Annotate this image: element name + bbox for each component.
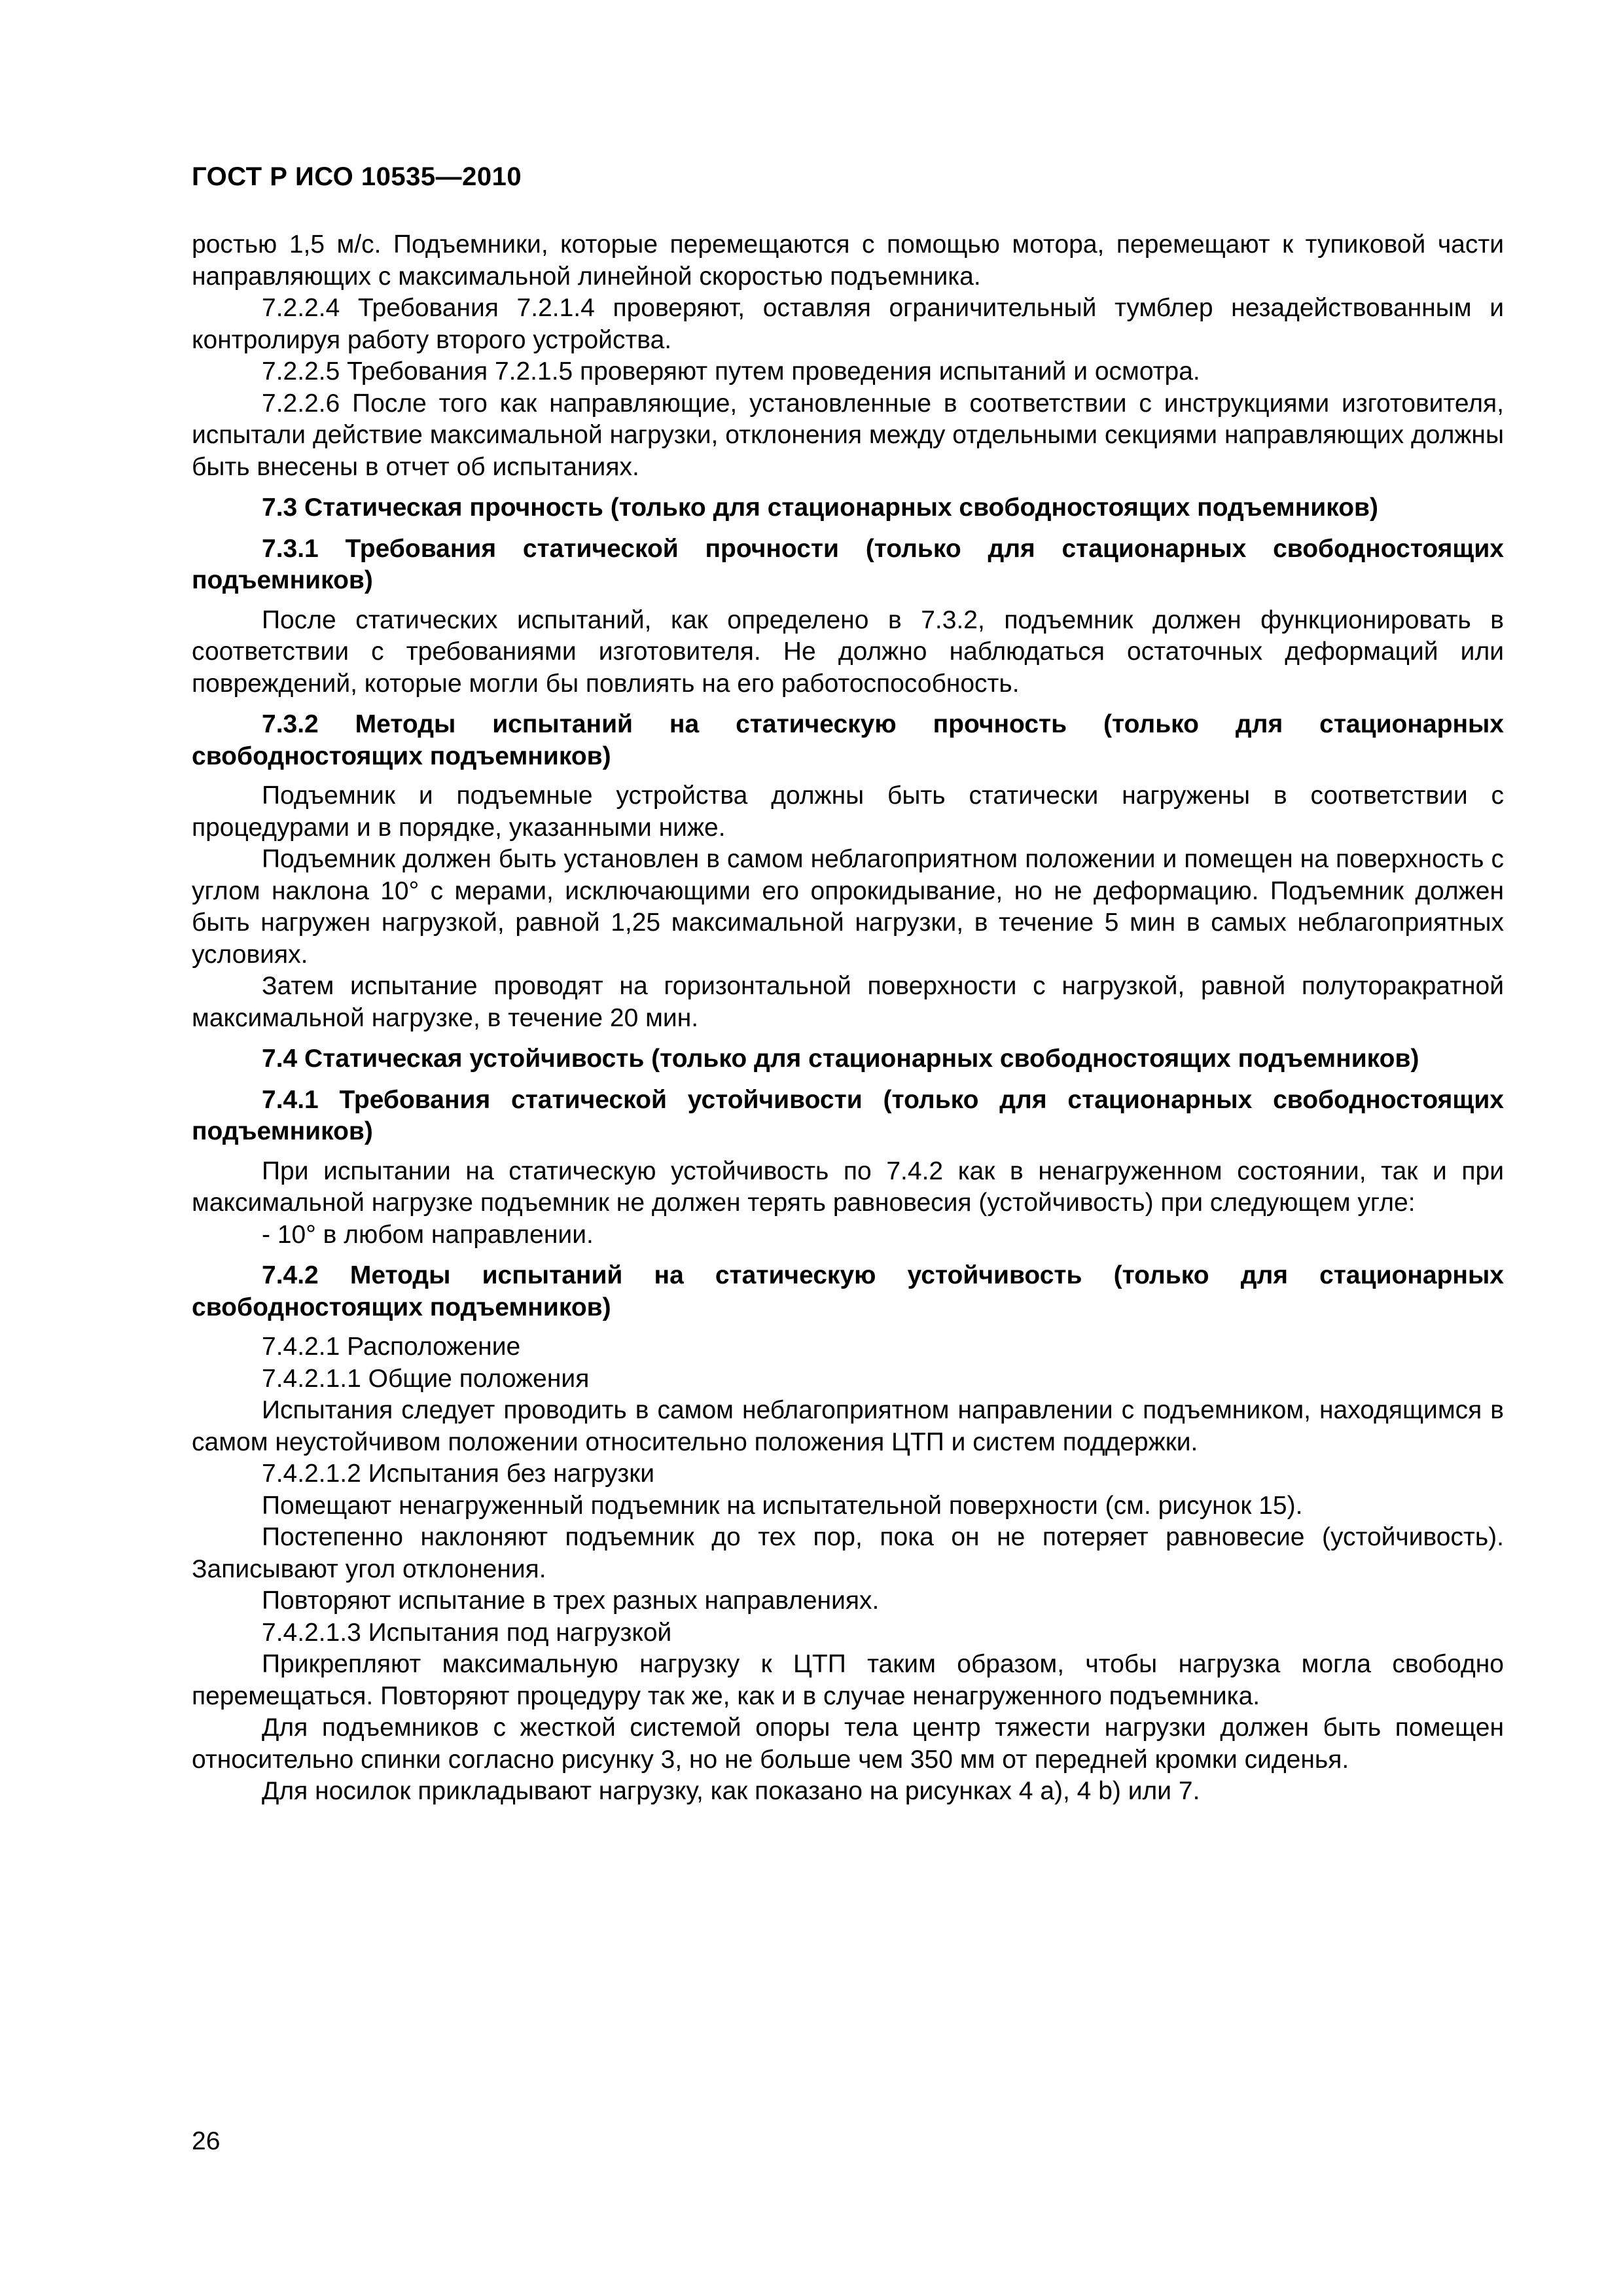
paragraph: Прикрепляют максимальную нагрузку к ЦТП таким образом, чтобы нагрузка могла свободно перемещаться. Повторяют процедуру так же, как и в случае ненагруженного подъемника. (192, 1650, 1504, 1710)
paragraph: Для подъемников с жесткой системой опоры тела центр тяжести нагрузки должен быть помещен относительно спинки согласно рисунку 3, но не больше чем 350 мм от передней кромки сиденья. (192, 1713, 1504, 1774)
clause-7-4-2-1: 7.4.2.1 Расположение (262, 1333, 521, 1361)
paragraph: Повторяют испытание в трех разных направлениях. (262, 1587, 880, 1615)
section-heading-7-4-1: 7.4.1 Требования статической устойчивости (только для стационарных свободностоящих подъемников) (192, 1085, 1504, 1145)
paragraph: Подъемник должен быть установлен в самом неблагоприятном положении и помещен на поверхность с углом наклона 10° с мерами, исключающими его опрокидывание, но не деформацию. Подъемник должен быть нагружен нагрузкой, равной 1,25 максимальной нагрузки, в течение 5 мин в самых неблагоприятных условиях. (192, 845, 1504, 969)
paragraph: После статических испытаний, как определено в 7.3.2, подъемник должен функционировать в соответствии с требованиями изготовителя. Не должно наблюдаться остаточных деформаций или повреждений, которые могли бы повлиять на его работоспособность. (192, 605, 1504, 698)
document-header: ГОСТ Р ИСО 10535—2010 (192, 162, 522, 191)
clause-7-4-2-1-2: 7.4.2.1.2 Испытания без нагрузки (262, 1460, 655, 1488)
clause-7-2-2-6: 7.2.2.6 После того как направляющие, установленные в соответствии с инструкциями изготовителя, испытали действие максимальной нагрузки, отклонения между отдельными секциями направляющих должны быть внесены в отчет об испытаниях. (192, 389, 1504, 481)
clause-7-4-2-1-1: 7.4.2.1.1 Общие положения (262, 1364, 590, 1393)
paragraph: Подъемник и подъемные устройства должны быть статически нагружены в соответствии с процедурами и в порядке, указанными ниже. (192, 781, 1504, 842)
section-heading-7-3-2: 7.3.2 Методы испытаний на статическую прочность (только для стационарных свободностоящих подъемников) (192, 710, 1504, 770)
document-body (192, 229, 1504, 1808)
paragraph: Для носилок прикладывают нагрузку, как показано на рисунках 4 а), 4 b) или 7. (262, 1777, 1200, 1805)
section-heading-7-4-2: 7.4.2 Методы испытаний на статическую устойчивость (только для стационарных свободностоящих подъемников) (192, 1261, 1504, 1321)
page-number: 26 (192, 2127, 221, 2155)
clause-7-4-2-1-3: 7.4.2.1.3 Испытания под нагрузкой (262, 1618, 672, 1647)
paragraph: Постепенно наклоняют подъемник до тех пор, пока он не потеряет равновесие (устойчивость). Записывают угол отклонения. (192, 1523, 1504, 1583)
paragraph: При испытании на статическую устойчивость по 7.4.2 как в ненагруженном состоянии, так и при максимальной нагрузке подъемник не должен терять равновесия (устойчивость) при следующем угле: (192, 1157, 1504, 1217)
section-heading-7-3: 7.3 Статическая прочность (только для стационарных свободностоящих подъемников) (262, 493, 1379, 522)
paragraph: ростью 1,5 м/с. Подъемники, которые перемещаются с помощью мотора, перемещают к тупиковой части направляющих с максимальной линейной скоростью подъемника. (192, 230, 1504, 291)
section-heading-7-3-1: 7.3.1 Требования статической прочности (только для стационарных свободностоящих подъемников) (192, 534, 1504, 594)
list-item: - 10° в любом направлении. (262, 1220, 594, 1249)
paragraph: Испытания следует проводить в самом неблагоприятном направлении с подъемником, находящимся в самом неустойчивом положении относительно положения ЦТП и систем поддержки. (192, 1396, 1504, 1456)
paragraph: Помещают ненагруженный подъемник на испытательной поверхности (см. рисунок 15). (262, 1491, 1303, 1520)
clause-7-2-2-4: 7.2.2.4 Требования 7.2.1.4 проверяют, оставляя ограничительный тумблер незадействованным и контролируя работу второго устройства. (192, 294, 1504, 354)
paragraph: Затем испытание проводят на горизонтальной поверхности с нагрузкой, равной полуторакратной максимальной нагрузке, в течение 20 мин. (192, 972, 1504, 1032)
clause-7-2-2-5: 7.2.2.5 Требования 7.2.1.5 проверяют путем проведения испытаний и осмотра. (262, 357, 1200, 386)
section-heading-7-4: 7.4 Статическая устойчивость (только для стационарных свободностоящих подъемников) (262, 1045, 1419, 1073)
